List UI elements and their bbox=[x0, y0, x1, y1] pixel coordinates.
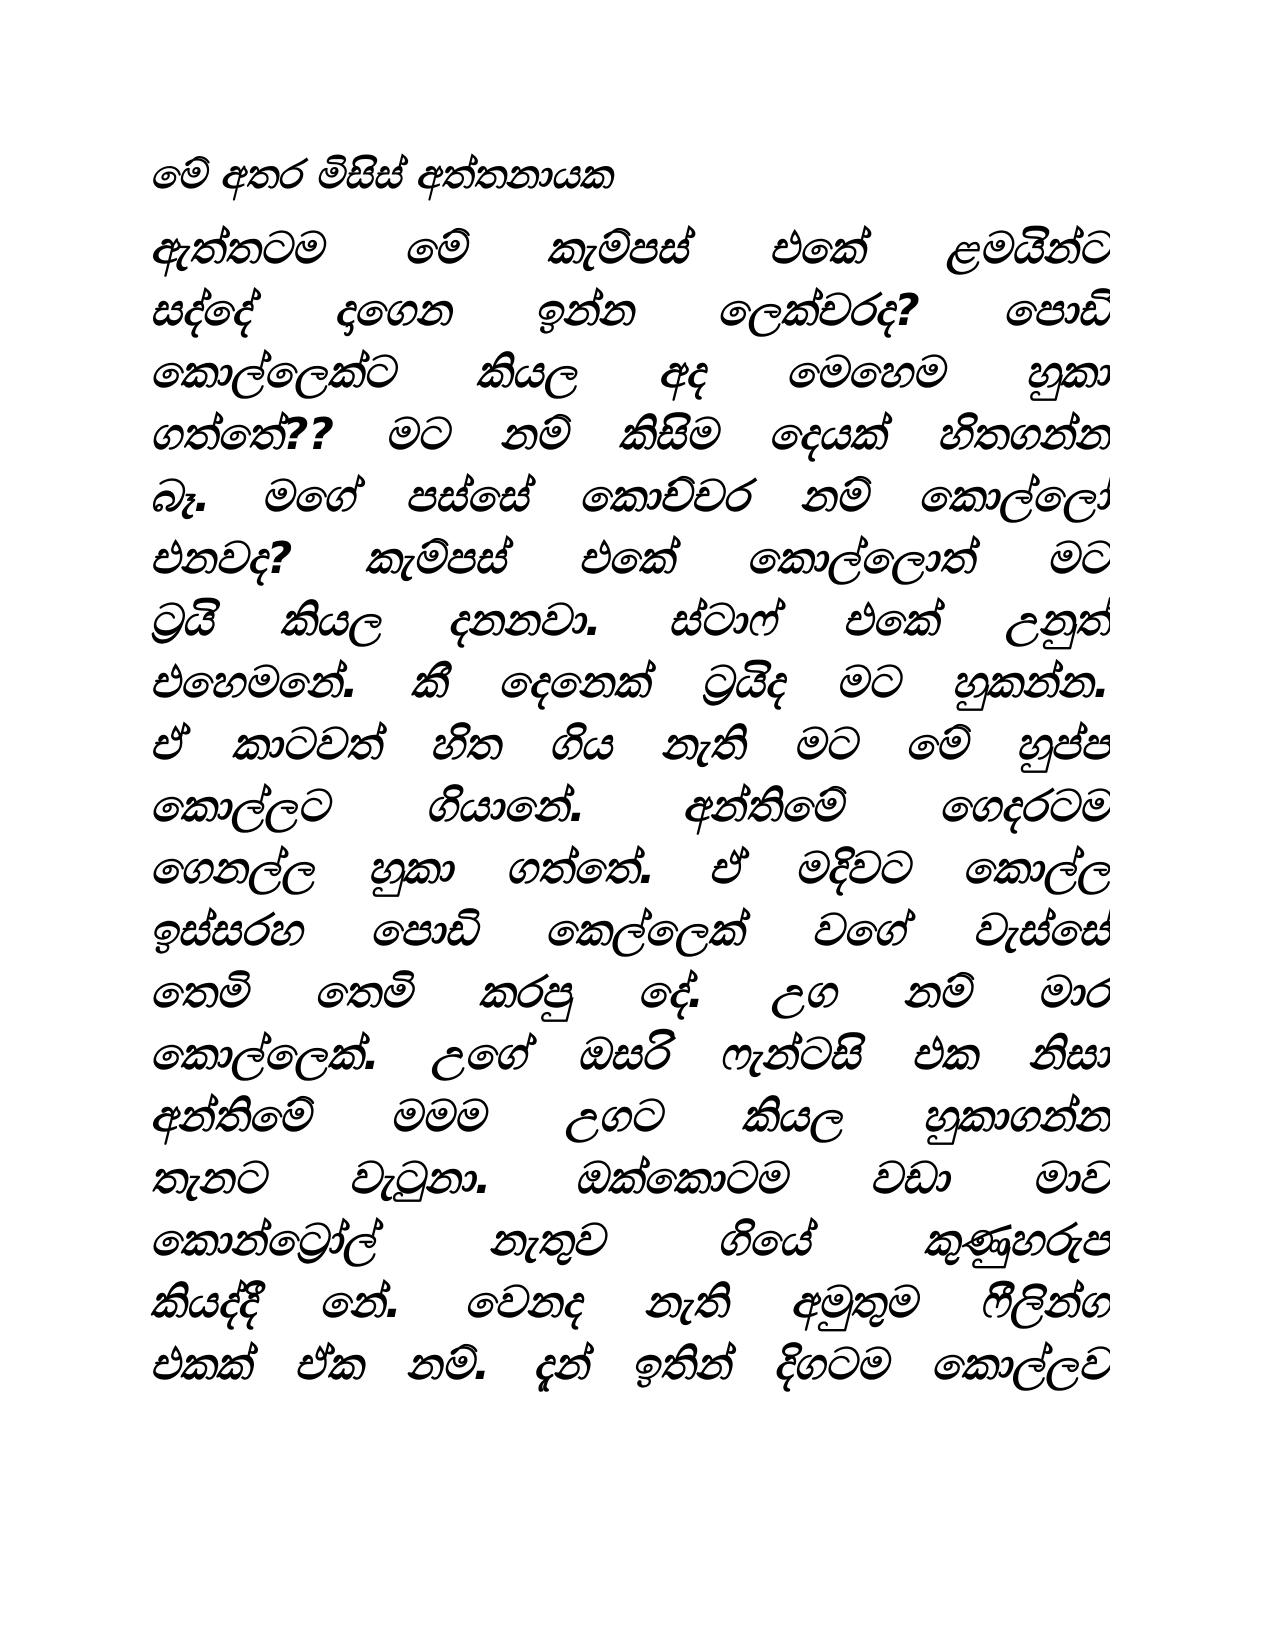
text-line: කොල්ලෙක්. උගේ ඔසරි ෆැන්ටසි එක නිසා bbox=[150, 1029, 1110, 1080]
text-line: එහෙමනේ. කී දෙනෙක් ට්‍රයිද මට හුකන්න. bbox=[150, 657, 1110, 708]
text-line: ඒ කාටවත් හිත ගිය නැති මට මේ හුප්ප bbox=[150, 719, 1110, 770]
text-line: කොල්ලට ගියානේ. අන්තිමේ ගෙදරටම bbox=[150, 781, 1110, 832]
text-line: ගත්තේ?? මට නම් කිසිම දෙයක් හිතගන්න bbox=[150, 409, 1110, 460]
text-line: ඉස්සරහ පොඩි කෙල්ලෙක් වගේ වැස්සේ bbox=[150, 905, 1110, 956]
text-line: තැනට වැටුනා. ඔක්කොටම වඩා මාව bbox=[150, 1153, 1110, 1204]
text-line: ඇත්තටම මේ කැම්පස් එකේ ළමයින්ට bbox=[150, 223, 1110, 274]
text-line: සද්දේ දාගෙන ඉන්න ලෙක්චරද? පොඩි bbox=[150, 285, 1110, 336]
text-line: කොන්ට්‍රෝල් නැතුව ගියේ කුණුහරුප bbox=[150, 1215, 1110, 1266]
text-line: එකක් ඒක නම්. දැන් ඉතින් දිගටම කොල්ලව bbox=[150, 1339, 1110, 1390]
text-line: එනවද? කැම්පස් එකේ කොල්ලොත් මට bbox=[150, 533, 1110, 584]
text-line: කොල්ලෙක්ට කියල අද මෙහෙම හුකා bbox=[150, 347, 1110, 398]
text-line: අන්තිමේ මමම උගට කියල හුකාගන්න bbox=[150, 1091, 1110, 1142]
document-body bbox=[150, 150, 1110, 1396]
document-heading: මේ අතර මිසිස් අත්තනායක bbox=[150, 152, 612, 198]
text-line: තෙමි තෙමි කරපු දේ. උග නම් මාර bbox=[150, 967, 1110, 1018]
text-line: ට්‍රයි කියල දනනවා. ස්ටාෆ් එකේ උනුත් bbox=[150, 595, 1110, 646]
text-line: ගෙනල්ල හුකා ගත්තේ. ඒ මදිවට කොල්ල bbox=[150, 843, 1110, 894]
text-line: බෑ. මගේ පස්සේ කොච්චර නම් කොල්ලෝ bbox=[150, 471, 1110, 522]
text-line: කියද්දී නේ. වෙනද නැති අමුතුම ෆීලින්ග් bbox=[150, 1277, 1110, 1328]
